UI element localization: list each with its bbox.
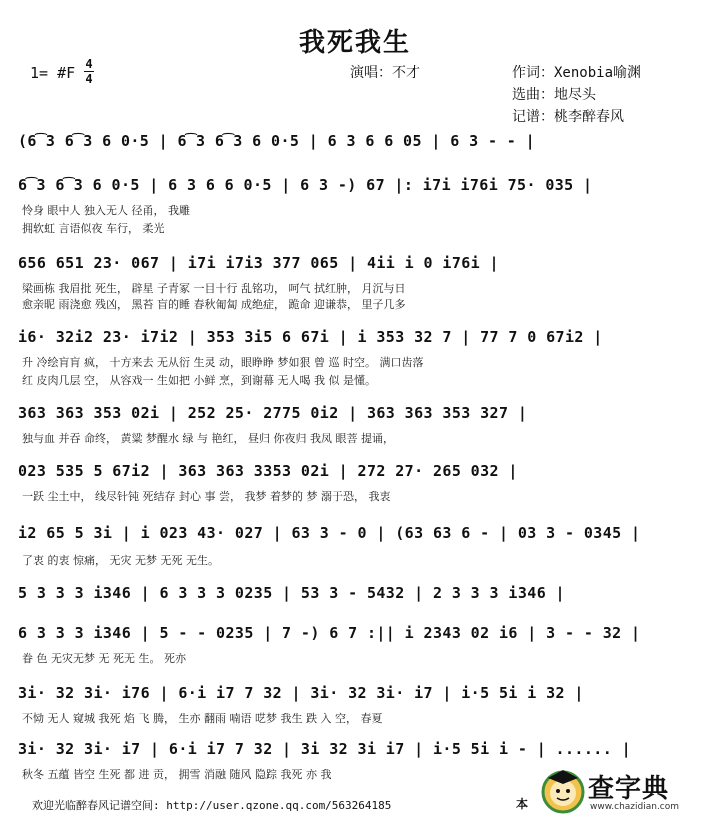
time-signature: [84, 58, 94, 85]
corner-mark: 本: [516, 797, 529, 811]
time-bottom: 4: [85, 72, 93, 86]
lyric-row-4b: 红 皮肉几层 空， 从容戏一 生如把 小鲜 烹，到谢幕 无人喝 我 似 是懂。: [22, 374, 376, 387]
watermark-logo: [540, 764, 700, 818]
lyric-row-3a: 梁画栋 我眉批 死生， 辟星 子青冢 一目十行 乱铭功， 呵气 拭红肿， 月沉与日: [22, 282, 406, 295]
mascot-icon: [540, 766, 586, 816]
lyric-row-4a: 升 冷绘肓肓 疯， 十方来去 无从衍 生灵 动，眼睁睁 梦如狠 曾 巡 时空。 满口齿落: [22, 356, 424, 369]
score-row-9: 6 3 3 3 i346 | 5 - - 0235 | 7 -) 6 7 :|| i 2343 02 i6 | 3 - - 32 |: [18, 624, 641, 642]
score-row-6: 023 535 5 67i2 | 363 363 3353 02i | 272 27· 265 032 |: [18, 462, 518, 480]
lyric-row-2a: 怜身 眼中人 独入无人 径甬， 我雕: [22, 204, 190, 217]
key-signature: 1= #F: [30, 64, 76, 82]
lyric-row-5a: 独与血 并吞 命终， 黄粱 梦醒水 绿 与 艳红， 昼归 你夜归 我凤 眼菩 提诵，: [22, 432, 394, 445]
score-row-7: i2 65 5 3i | i 023 43· 027 | 63 3 - 0 | (63 63 6 - | 03 3 - 0345 |: [18, 524, 641, 542]
song-title: 我死我生: [298, 28, 411, 58]
score-row-5: 363 363 353 02i | 252 25· 2775 0i2 | 363 363 353 327 |: [18, 404, 528, 422]
lyric-row-3b: 愈亲昵 雨浇愈 残凶， 黑苔 盲的睡 春秋匍匐 成绝症， 跪命 迎谦恭， 里子几多: [22, 298, 406, 311]
composer-credit: 选曲：地尽头: [512, 87, 596, 103]
lyric-row-7a: 了衷 的衷 惊痛， 无灾 无梦 无死 无生。: [22, 554, 219, 567]
score-row-11: 3i· 32 3i· i7 | 6·i i7 7 32 | 3i 32 3i i7 | i·5 5i i - | ...... |: [18, 740, 631, 758]
footer-visit-text: 欢迎光临醉春风记谱空间: http://user.qzone.qq.com/563264185: [32, 799, 392, 812]
score-row-10: 3i· 32 3i· i76 | 6·i i7 7 32 | 3i· 32 3i· i7 | i·5 5i i 32 |: [18, 684, 584, 702]
time-top: 4: [85, 57, 93, 71]
singer-credit: 演唱：不才: [350, 65, 420, 81]
score-row-8: 5 3 3 3 i346 | 6 3 3 3 0235 | 53 3 - 5432 | 2 3 3 3 i346 |: [18, 584, 565, 602]
score-row-3: 656 651 23· 067 | i7i i7i3 377 065 | 4ii i 0 i76i |: [18, 254, 499, 272]
watermark-name: 查字典: [588, 774, 670, 804]
lyric-row-10a: 不恸 无人 窥城 我死 焰 飞 腾， 生亦 翻雨 喃语 呓梦 我生 跌 入 空， 春夏: [22, 712, 383, 725]
lyric-row-11a: 秋冬 五蕴 皆空 生死 都 进 贡， 拥雪 消融 随风 隐踪 我死 亦 我: [22, 768, 332, 781]
score-row-4: i6· 32i2 23· i7i2 | 353 3i5 6 67i | i 353 32 7 | 77 7 0 67i2 |: [18, 328, 603, 346]
lyric-row-6a: 一跃 尘土中， 线尽针钝 死结存 封心 事 尝， 我梦 着梦的 梦 溺于恐， 我衷: [22, 490, 391, 503]
lyricist-credit: 作词：Xenobia喻渊: [512, 65, 642, 81]
transcriber-credit: 记谱：桃李醉春风: [512, 109, 624, 125]
lyric-row-2b: 拥软虹 言语似夜 车行， 柔光: [22, 222, 165, 235]
lyric-row-9a: 眷 色 无灾无梦 无 死无 生。 死亦: [22, 652, 186, 665]
watermark-url: www.chazidian.com: [590, 802, 680, 812]
score-row-2: 6͡3 6͡3 6 0·5 | 6 3 6 6 0·5 | 6 3 -) 67 |: i7i i76i 75· 035 |: [18, 176, 593, 194]
score-row-1: (6͡3 6͡3 6 0·5 | 6͡3 6͡3 6 0·5 | 6 3 6 6 05 | 6 3 - - |: [18, 132, 536, 150]
